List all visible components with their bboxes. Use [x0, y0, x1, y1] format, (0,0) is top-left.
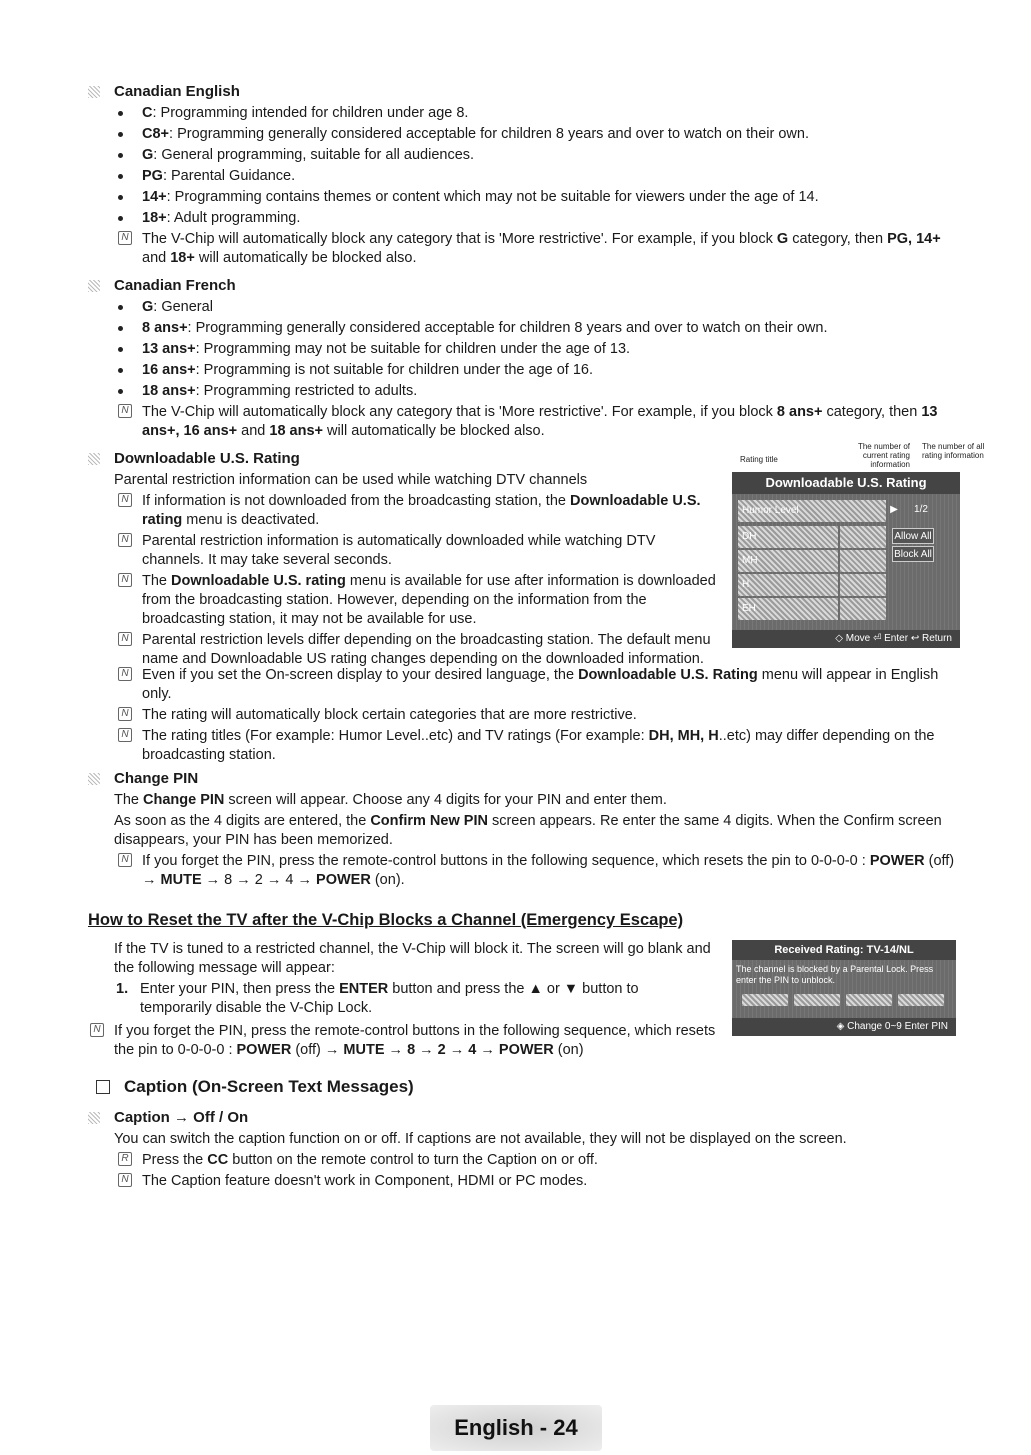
section-emergency — [114, 940, 714, 1018]
pin-digit-box[interactable] — [742, 994, 788, 1006]
screen-title: Downloadable U.S. Rating — [732, 472, 960, 494]
bullet-square-icon — [88, 280, 100, 292]
caption-heading: Caption (On-Screen Text Messages) — [96, 1077, 414, 1096]
note-icon: N — [118, 1173, 132, 1187]
paragraph: You can switch the caption function on or off. If captions are not available, they will not be displayed on the screen. — [114, 1131, 847, 1147]
note-icon: N — [118, 707, 132, 721]
bullet-square-icon — [88, 1112, 100, 1124]
section-emergency-note — [88, 1020, 718, 1062]
section-downloadable-notes — [88, 664, 968, 767]
section-change-pin — [88, 769, 968, 892]
paragraph: If the TV is tuned to a restricted channel, the V-Chip will block it. The screen will go blank and the following message will appear: — [114, 941, 711, 976]
callout-all-rating: The number of all rating information — [922, 442, 985, 460]
note-icon: N — [118, 231, 132, 245]
checkbox-square-icon — [96, 1080, 110, 1094]
paragraph: The Change PIN screen will appear. Choose any 4 digits for your PIN and enter them. — [114, 792, 667, 808]
screen-footer: ◇ Move ⏎ Enter ↩ Return — [732, 630, 960, 648]
bullet-square-icon — [88, 86, 100, 98]
list-item: PG: Parental Guidance. — [88, 167, 968, 186]
arrow-right-icon[interactable]: ▶ — [890, 504, 898, 515]
paragraph: Parental restriction information can be used while watching DTV channels — [114, 472, 588, 488]
note-icon: N — [118, 667, 132, 681]
list-item: 18+: Adult programming. — [88, 209, 968, 228]
bullet-square-icon — [88, 773, 100, 785]
section-heading: Caption → Off / On — [88, 1108, 968, 1127]
pin-digit-box[interactable] — [846, 994, 892, 1006]
note: N The rating will automatically block certain categories that are more restrictive. — [88, 706, 968, 725]
note: R Press the CC button on the remote control to turn the Caption on or off. — [88, 1151, 968, 1170]
page-indicator: 1/2 — [914, 504, 928, 515]
rating-row[interactable]: EH — [738, 598, 838, 620]
section-heading: Downloadable U.S. Rating — [88, 449, 718, 468]
screen-message: The channel is blocked by a Parental Lock. Press enter the PIN to unblock. — [736, 964, 934, 985]
note-icon: N — [118, 853, 132, 867]
note: N If you forget the PIN, press the remote-control buttons in the following sequence, which resets the pin to 0-0-0-0 : POWER (off) → MUTE → 8 → 2 → 4 → POWER (on) — [88, 1022, 718, 1060]
remote-icon: R — [118, 1152, 132, 1166]
note: N The V-Chip will automatically block any category that is 'More restrictive'. For example, if you block 8 ans+ category, then 13 ans+, 16 ans+ and 18 ans+ will automatically be blocked also. — [88, 403, 968, 441]
list-item: 13 ans+: Programming may not be suitable for children under the age of 13. — [88, 340, 968, 359]
step-item: 1. Enter your PIN, then press the ENTER button and press the ▲ or ▼ button to temporarily disable the V-Chip Lock. — [116, 981, 639, 1016]
note-icon: N — [118, 493, 132, 507]
list-item: 14+: Programming contains themes or content which may not be suitable for viewers under the age of 14. — [88, 188, 968, 207]
section-heading: Canadian French — [88, 276, 968, 295]
list-item: C: Programming intended for children under age 8. — [88, 104, 968, 123]
note-icon: N — [118, 573, 132, 587]
list-item: C8+: Programming generally considered acceptable for children 8 years and over to watch on their own. — [88, 125, 968, 144]
emergency-heading: How to Reset the TV after the V-Chip Blocks a Channel (Emergency Escape) — [88, 911, 684, 929]
callout-rating-title: Rating title — [740, 455, 778, 464]
rating-row[interactable]: H — [738, 574, 838, 596]
block-all-button[interactable]: Block All — [892, 546, 934, 562]
note-icon: N — [118, 533, 132, 547]
note-icon: N — [118, 632, 132, 646]
note: N The V-Chip will automatically block any category that is 'More restrictive'. For example, if you block G category, then PG, 14+ and 18+ will automatically be blocked also. — [88, 230, 968, 268]
note: N The Downloadable U.S. rating menu is available for use after information is downloaded from the broadcasting station. However, depending on the information from the broadcasting station, it may not be available for use. — [88, 572, 718, 629]
section-canadian-english — [88, 82, 968, 270]
note: N If you forget the PIN, press the remote-control buttons in the following sequence, which resets the pin to 0-0-0-0 : POWER (off) → MUTE → 8 → 2 → 4 → POWER (on). — [88, 852, 968, 890]
list-item: G: General programming, suitable for all audiences. — [88, 146, 968, 165]
rating-row-humor[interactable]: Humor Level — [738, 500, 886, 522]
note: N The Caption feature doesn't work in Component, HDMI or PC modes. — [88, 1172, 968, 1191]
rating-lock-cell[interactable] — [840, 574, 886, 596]
rating-row[interactable]: DH — [738, 526, 838, 548]
note-icon: N — [118, 404, 132, 418]
section-caption — [88, 1108, 968, 1193]
list-item: 18 ans+: Programming restricted to adults. — [88, 382, 968, 401]
note-icon: N — [118, 728, 132, 742]
rating-row[interactable]: MH — [738, 550, 838, 572]
list-item: 16 ans+: Programming is not suitable for children under the age of 16. — [88, 361, 968, 380]
section-heading: Change PIN — [88, 769, 968, 788]
rating-lock-cell[interactable] — [840, 598, 886, 620]
section-heading: Canadian English — [88, 82, 968, 101]
callout-current-rating: The number of current rating information — [857, 442, 910, 469]
pin-digit-box[interactable] — [794, 994, 840, 1006]
list-item: 8 ans+: Programming generally considered acceptable for children 8 years and over to watch on their own. — [88, 319, 968, 338]
note: N Even if you set the On-screen display to your desired language, the Downloadable U.S. Rating menu will appear in English only. — [88, 666, 968, 704]
note: N Parental restriction information is automatically downloaded while watching DTV channels. It may take several seconds. — [88, 532, 718, 570]
rating-lock-cell[interactable] — [840, 550, 886, 572]
screen-title: Received Rating: TV-14/NL — [732, 940, 956, 960]
section-canadian-french — [88, 276, 968, 443]
paragraph: As soon as the 4 digits are entered, the Confirm New PIN screen appears. Re enter the same 4 digits. When the Confirm screen disappears, your PIN has been memorized. — [114, 813, 942, 848]
section-downloadable-rating — [88, 449, 718, 671]
blocked-channel-screen — [732, 940, 956, 1036]
list-item: G: General — [88, 298, 968, 317]
rating-lock-cell[interactable] — [840, 526, 886, 548]
rating-screen — [732, 472, 960, 648]
note: N The rating titles (For example: Humor Level..etc) and TV ratings (For example: DH, MH, H..etc) may differ depending on the broadcasting station. — [88, 727, 968, 765]
pin-digit-box[interactable] — [898, 994, 944, 1006]
note-icon: N — [90, 1023, 104, 1037]
allow-all-button[interactable]: Allow All — [892, 528, 934, 544]
bullet-square-icon — [88, 453, 100, 465]
note: N Parental restriction levels differ depending on the broadcasting station. The default menu name and Downloadable US rating changes depending on the downloaded information. — [88, 631, 718, 669]
page-number: English - 24 — [430, 1405, 602, 1451]
note: N If information is not downloaded from the broadcasting station, the Downloadable U.S. rating menu is deactivated. — [88, 492, 718, 530]
screen-footer: ◈ Change 0~9 Enter PIN — [732, 1018, 956, 1036]
